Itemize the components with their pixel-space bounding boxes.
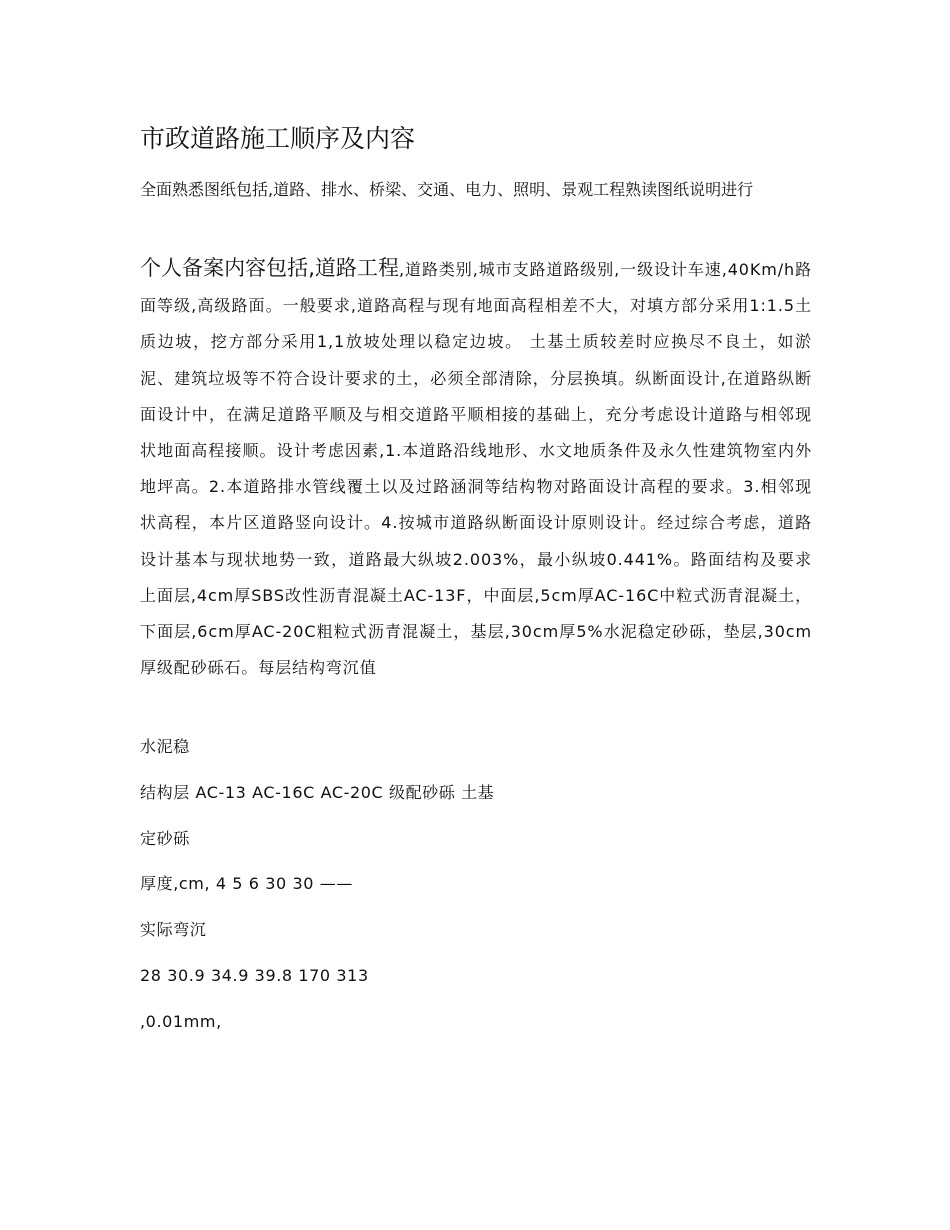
table-line-7: ,0.01mm, xyxy=(140,1012,222,1031)
table-line-6: 28 30.9 34.9 39.8 170 313 xyxy=(140,966,369,985)
table-line-4: 厚度,cm, 4 5 6 30 30 —— xyxy=(140,874,353,893)
document-title: 市政道路施工顺序及内容 xyxy=(140,124,416,153)
table-line-1: 水泥稳 xyxy=(140,737,190,756)
body-paragraph xyxy=(140,250,812,686)
intro-paragraph: 全面熟悉图纸包括,道路、排水、桥梁、交通、电力、照明、景观工程熟读图纸说明进行 xyxy=(140,180,754,199)
table-line-3: 定砂砾 xyxy=(140,829,190,848)
body-lead-text: 个人备案内容包括,道路工程 xyxy=(140,256,400,280)
table-line-2: 结构层 AC-13 AC-16C AC-20C 级配砂砾 土基 xyxy=(140,783,495,802)
table-line-5: 实际弯沉 xyxy=(140,920,207,939)
body-main-text: ,道路类别,城市支路道路级别,一级设计车速,40Km/h路面等级,高级路面。一般要求,道路高程与现有地面高程相差不大，对填方部分采用1:1.5土质边坡，挖方部分采用1,1放坡处理以稳定边坡。 土基土质较差时应换尽不良土，如淤泥、建筑垃圾等不符合设计要求的土，必须全部清除，分层换填。纵断面设计,在道路纵断面设计中，在满足道路平顺及与相交道路平顺相接的基础上，充分考虑设计道路与相邻现状地面高程接顺。设计考虑因素,1.本道路沿线地形、水文地质条件及永久性建筑物室内外地坪高。2.本道路排水管线覆土以及过路涵洞等结构物对路面设计高程的要求。3.相邻现状高程，本片区道路竖向设计。4.按城市道路纵断面设计原则设计。经过综合考虑，道路设计基本与现状地势一致，道路最大纵坡2.003%，最小纵坡0.441%。路面结构及要求上面层,4cm厚SBS改性沥青混凝土AC-13F，中面层,5cm厚AC-16C中粒式沥青混凝土，下面层,6cm厚AC-20C粗粒式沥青混凝土，基层,30cm厚5%水泥稳定砂砾，垫层,30cm厚级配砂砾石。每层结构弯沉值 xyxy=(140,260,812,678)
